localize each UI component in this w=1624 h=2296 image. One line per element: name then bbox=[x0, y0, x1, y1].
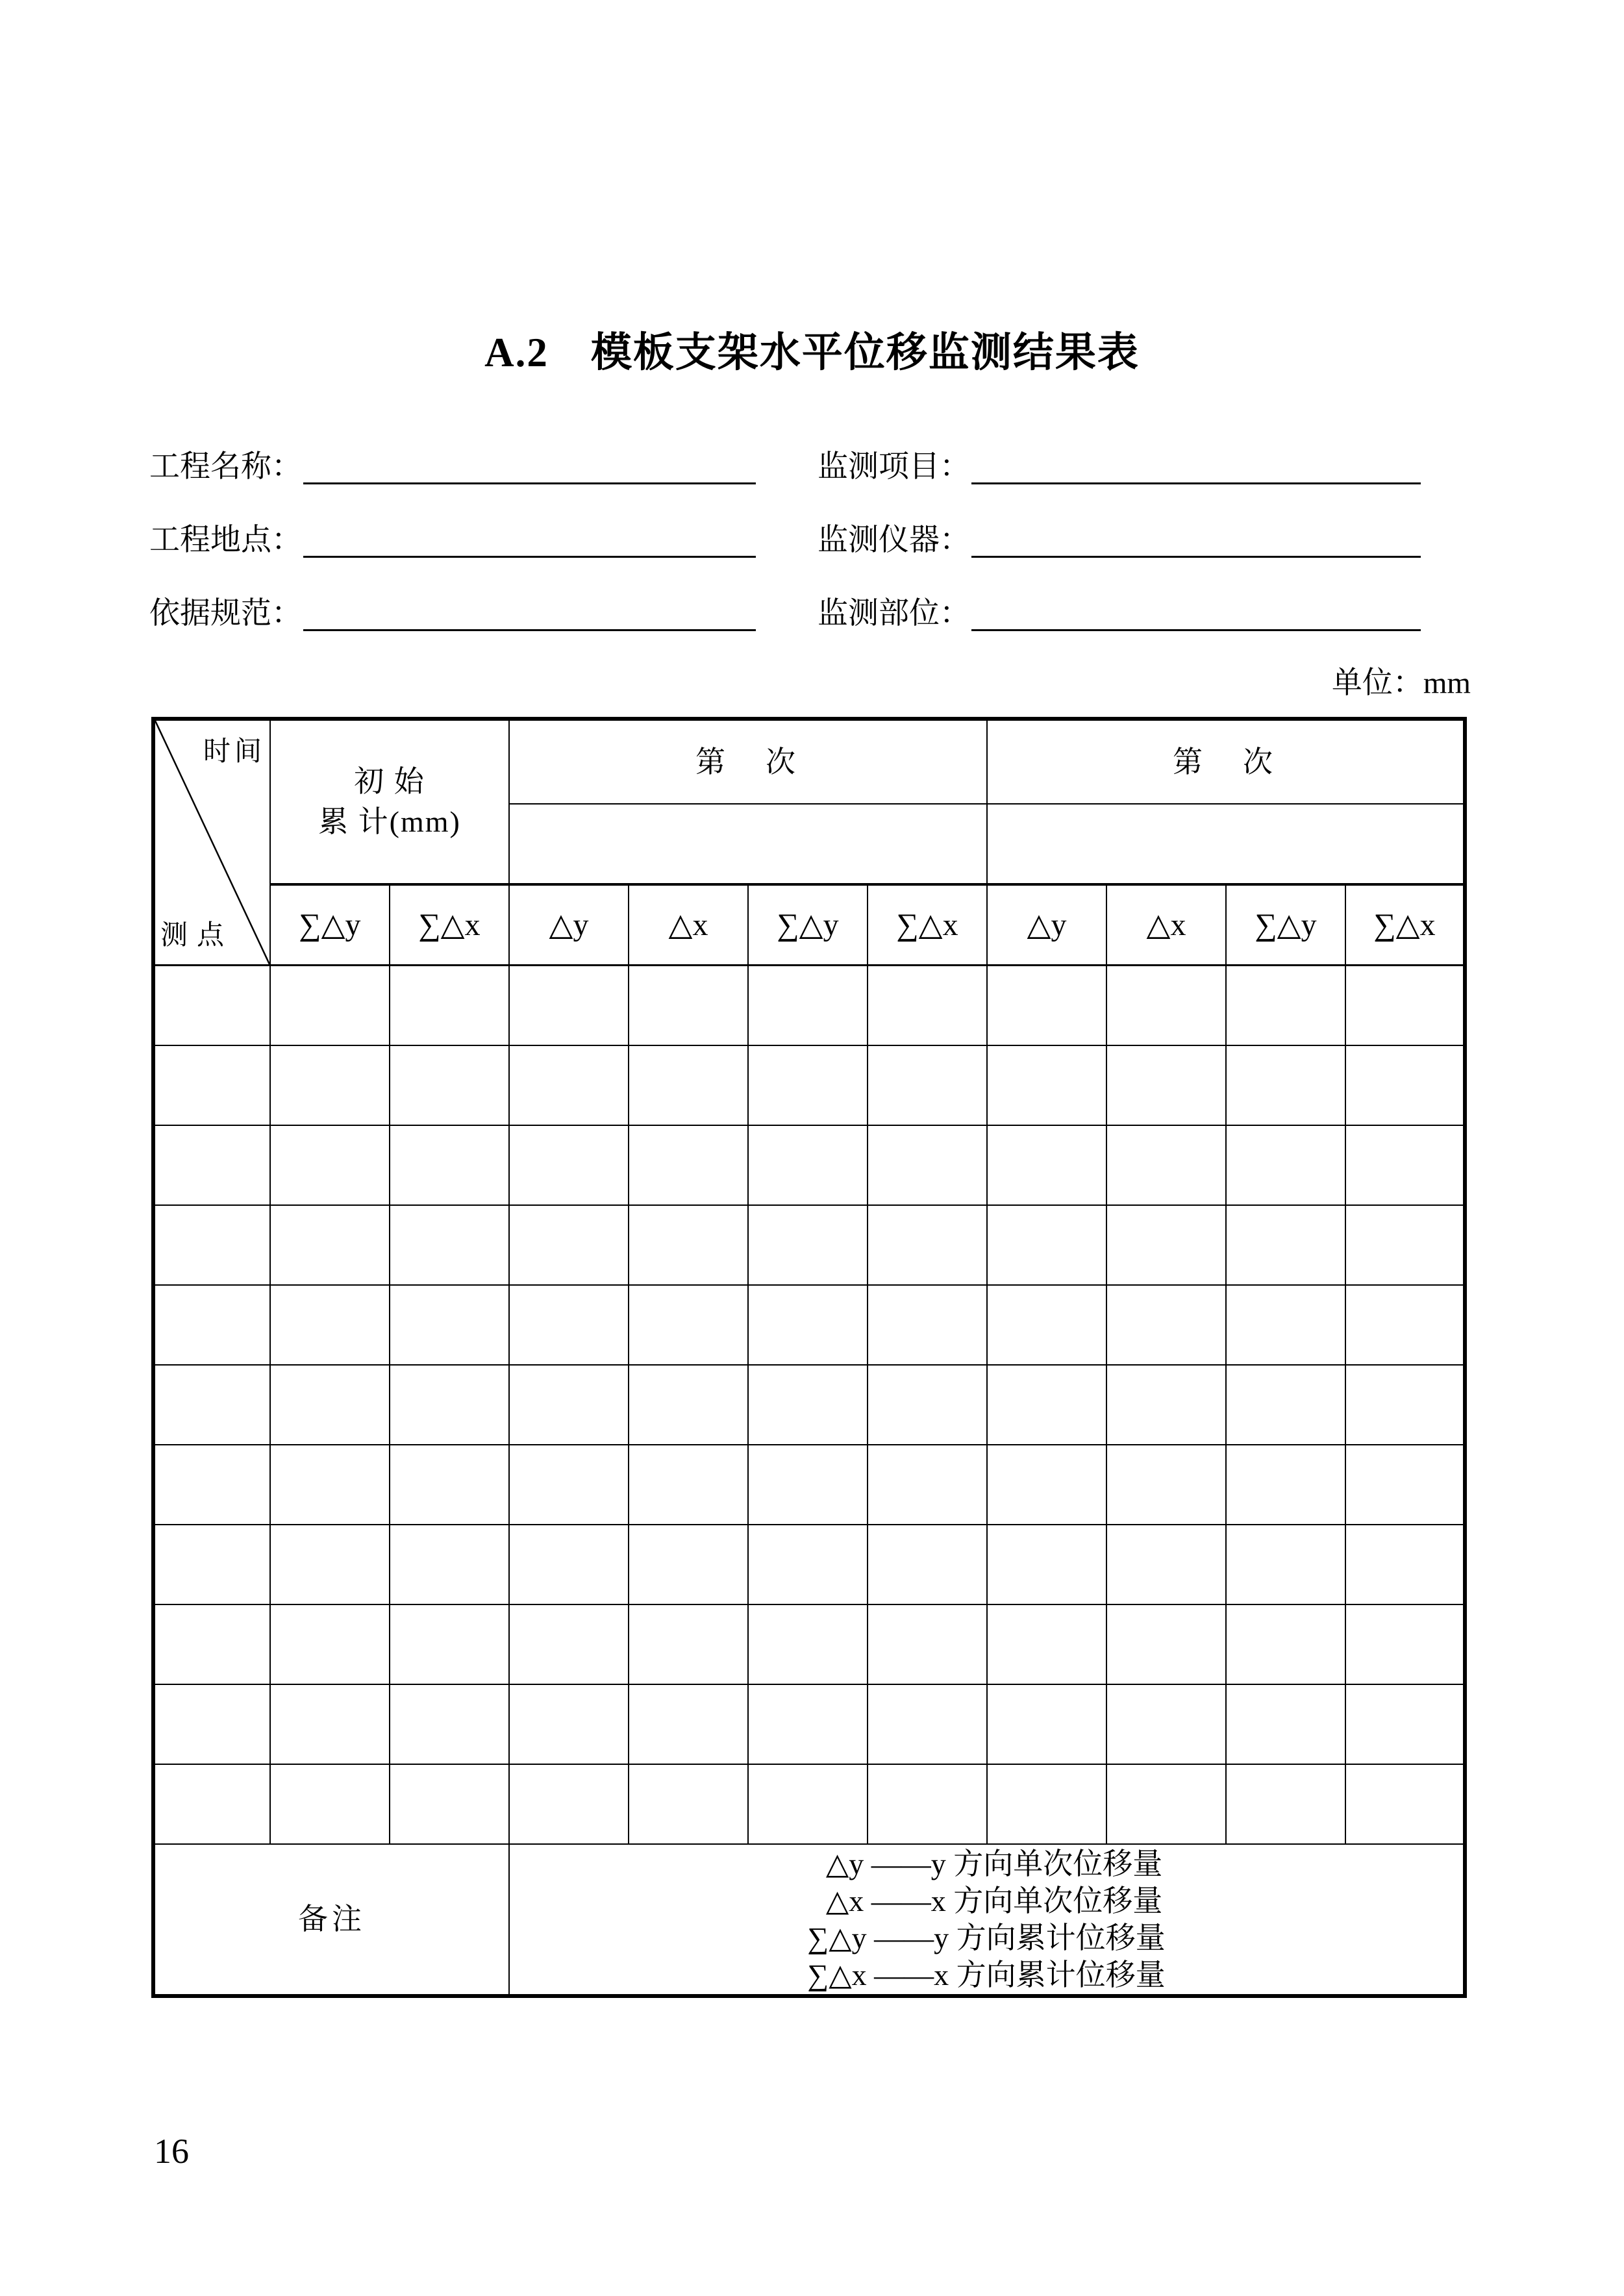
empty-data-cell bbox=[868, 1045, 987, 1125]
empty-data-cell bbox=[987, 1045, 1106, 1125]
empty-data-cell bbox=[270, 1764, 390, 1844]
empty-data-cell bbox=[629, 1125, 748, 1205]
empty-data-cell bbox=[748, 1684, 868, 1764]
table-row bbox=[153, 1445, 1465, 1525]
empty-data-cell bbox=[629, 1445, 748, 1525]
empty-data-cell bbox=[390, 966, 509, 1046]
empty-data-cell bbox=[629, 1045, 748, 1125]
empty-data-cell bbox=[153, 1125, 270, 1205]
table-row bbox=[153, 1125, 1465, 1205]
empty-data-cell bbox=[987, 1205, 1106, 1285]
table-row bbox=[153, 1764, 1465, 1844]
empty-data-cell bbox=[270, 1125, 390, 1205]
empty-data-cell bbox=[868, 1525, 987, 1604]
empty-data-cell bbox=[629, 1684, 748, 1764]
table-row bbox=[153, 1604, 1465, 1684]
form-row-monitoring-item bbox=[818, 447, 1421, 484]
note-line: ∑△y ——y 方向累计位移量 bbox=[807, 1921, 1166, 1954]
empty-data-cell bbox=[748, 1445, 868, 1525]
empty-data-cell bbox=[1226, 966, 1345, 1046]
note-line: ∑△x ——x 方向累计位移量 bbox=[807, 1958, 1166, 1991]
unit-label: 单位：mm bbox=[1331, 666, 1471, 700]
subheader-cell: ∑△x bbox=[868, 884, 987, 966]
session-1-header: 第 次 bbox=[509, 719, 987, 804]
empty-data-cell bbox=[1106, 1285, 1226, 1365]
empty-data-cell bbox=[987, 1445, 1106, 1525]
empty-data-cell bbox=[153, 1525, 270, 1604]
subheader-cell: ∑△y bbox=[748, 884, 868, 966]
corner-label-point: 测点 bbox=[160, 920, 234, 951]
empty-data-cell bbox=[1106, 1604, 1226, 1684]
subheader-cell: △x bbox=[1106, 884, 1226, 966]
empty-data-cell bbox=[509, 1285, 629, 1365]
empty-data-cell bbox=[1345, 1045, 1465, 1125]
empty-data-cell bbox=[390, 1445, 509, 1525]
empty-data-cell bbox=[509, 1604, 629, 1684]
project-name-label: 工程名称： bbox=[149, 450, 302, 484]
empty-data-cell bbox=[1226, 1525, 1345, 1604]
empty-data-cell bbox=[629, 966, 748, 1046]
remark-label: 备注 bbox=[153, 1844, 509, 1996]
empty-data-cell bbox=[153, 1365, 270, 1445]
empty-data-cell bbox=[1226, 1445, 1345, 1525]
empty-data-cell bbox=[270, 1205, 390, 1285]
empty-data-cell bbox=[270, 1045, 390, 1125]
monitoring-item-label: 监测项目： bbox=[818, 450, 970, 484]
empty-data-cell bbox=[1106, 1525, 1226, 1604]
monitoring-instrument-blank bbox=[971, 522, 1421, 558]
remark-notes bbox=[509, 1844, 1465, 1996]
subheader-cell: ∑△y bbox=[270, 884, 390, 966]
empty-data-cell bbox=[1106, 1764, 1226, 1844]
initial-cumulative-header bbox=[270, 719, 509, 884]
table-row bbox=[153, 1684, 1465, 1764]
empty-data-cell bbox=[629, 1365, 748, 1445]
empty-data-cell bbox=[1226, 1285, 1345, 1365]
header-row-1 bbox=[153, 719, 1465, 804]
empty-data-cell bbox=[748, 1525, 868, 1604]
project-name-blank bbox=[303, 449, 756, 484]
empty-data-cell bbox=[868, 1604, 987, 1684]
empty-data-cell bbox=[1106, 1045, 1226, 1125]
empty-data-cell bbox=[509, 1445, 629, 1525]
session-2-date-cell bbox=[987, 804, 1465, 884]
empty-data-cell bbox=[987, 1604, 1106, 1684]
empty-data-cell bbox=[1345, 1365, 1465, 1445]
initial-line: 初 始 bbox=[354, 765, 425, 798]
empty-data-cell bbox=[1226, 1205, 1345, 1285]
table-row bbox=[153, 1525, 1465, 1604]
empty-data-cell bbox=[748, 1764, 868, 1844]
empty-data-cell bbox=[868, 966, 987, 1046]
empty-data-cell bbox=[1226, 1125, 1345, 1205]
table-row bbox=[153, 1365, 1465, 1445]
empty-data-cell bbox=[987, 1365, 1106, 1445]
monitoring-item-blank bbox=[971, 449, 1421, 484]
cumulative-line: 累 计(mm) bbox=[318, 805, 461, 838]
empty-data-cell bbox=[1345, 1445, 1465, 1525]
empty-data-cell bbox=[1345, 1525, 1465, 1604]
monitoring-instrument-label: 监测仪器： bbox=[818, 523, 970, 558]
empty-data-cell bbox=[1226, 1684, 1345, 1764]
empty-data-cell bbox=[270, 1445, 390, 1525]
empty-data-cell bbox=[390, 1045, 509, 1125]
empty-data-cell bbox=[987, 1285, 1106, 1365]
subheader-cell: ∑△y bbox=[1226, 884, 1345, 966]
empty-data-cell bbox=[987, 1525, 1106, 1604]
table-row bbox=[153, 1205, 1465, 1285]
empty-data-cell bbox=[1226, 1365, 1345, 1445]
empty-data-cell bbox=[868, 1764, 987, 1844]
note-line: △y ——y 方向单次位移量 bbox=[825, 1847, 1163, 1880]
empty-data-cell bbox=[1345, 1764, 1465, 1844]
empty-data-cell bbox=[987, 966, 1106, 1046]
empty-data-cell bbox=[987, 1684, 1106, 1764]
table-row bbox=[153, 1045, 1465, 1125]
empty-data-cell bbox=[153, 1285, 270, 1365]
empty-data-cell bbox=[153, 1045, 270, 1125]
header-row-3 bbox=[153, 884, 1465, 966]
empty-data-cell bbox=[1345, 1125, 1465, 1205]
empty-data-cell bbox=[270, 1525, 390, 1604]
empty-data-cell bbox=[629, 1604, 748, 1684]
empty-data-cell bbox=[270, 1604, 390, 1684]
empty-data-cell bbox=[153, 1684, 270, 1764]
empty-data-cell bbox=[390, 1205, 509, 1285]
subheader-cell: △x bbox=[629, 884, 748, 966]
table-row bbox=[153, 1285, 1465, 1365]
empty-data-cell bbox=[390, 1285, 509, 1365]
corner-label-time: 时间 bbox=[203, 737, 266, 767]
empty-data-cell bbox=[153, 966, 270, 1046]
empty-data-cell bbox=[1345, 1285, 1465, 1365]
empty-data-cell bbox=[987, 1764, 1106, 1844]
empty-data-cell bbox=[1226, 1604, 1345, 1684]
subheader-cell: △y bbox=[987, 884, 1106, 966]
empty-data-cell bbox=[868, 1684, 987, 1764]
empty-data-cell bbox=[629, 1285, 748, 1365]
reference-standard-label: 依据规范： bbox=[149, 597, 302, 631]
empty-data-cell bbox=[390, 1604, 509, 1684]
empty-data-cell bbox=[509, 1205, 629, 1285]
form-row-monitoring-position bbox=[818, 593, 1421, 631]
empty-data-cell bbox=[748, 1205, 868, 1285]
empty-data-cell bbox=[1106, 1205, 1226, 1285]
empty-data-cell bbox=[509, 966, 629, 1046]
empty-data-cell bbox=[629, 1525, 748, 1604]
empty-data-cell bbox=[390, 1764, 509, 1844]
form-row-monitoring-instrument bbox=[818, 520, 1421, 558]
empty-data-cell bbox=[748, 966, 868, 1046]
empty-data-cell bbox=[270, 966, 390, 1046]
form-row-project-name bbox=[149, 447, 756, 484]
empty-data-cell bbox=[390, 1125, 509, 1205]
page-title: A.2 模板支架水平位移监测结果表 bbox=[484, 330, 1140, 375]
empty-data-cell bbox=[868, 1285, 987, 1365]
empty-data-cell bbox=[987, 1125, 1106, 1205]
empty-data-cell bbox=[1226, 1045, 1345, 1125]
form-row-reference-standard bbox=[149, 593, 756, 631]
note-line: △x ——x 方向单次位移量 bbox=[825, 1884, 1163, 1917]
monitoring-result-table bbox=[151, 717, 1467, 1998]
empty-data-cell bbox=[509, 1125, 629, 1205]
empty-data-cell bbox=[153, 1205, 270, 1285]
reference-standard-blank bbox=[303, 595, 756, 631]
empty-data-cell bbox=[1345, 966, 1465, 1046]
empty-data-cell bbox=[153, 1764, 270, 1844]
project-location-blank bbox=[303, 522, 756, 558]
empty-data-cell bbox=[868, 1445, 987, 1525]
empty-data-cell bbox=[509, 1365, 629, 1445]
empty-data-cell bbox=[1106, 966, 1226, 1046]
project-location-label: 工程地点： bbox=[149, 523, 302, 558]
empty-data-cell bbox=[270, 1285, 390, 1365]
monitoring-position-label: 监测部位： bbox=[818, 597, 970, 631]
empty-data-cell bbox=[748, 1045, 868, 1125]
table-row bbox=[153, 966, 1465, 1046]
empty-data-cell bbox=[390, 1684, 509, 1764]
empty-data-cell bbox=[509, 1684, 629, 1764]
empty-data-cell bbox=[390, 1365, 509, 1445]
subheader-cell: ∑△x bbox=[390, 884, 509, 966]
corner-cell bbox=[153, 719, 270, 966]
subheader-cell: △y bbox=[509, 884, 629, 966]
empty-data-cell bbox=[748, 1604, 868, 1684]
page-number: 16 bbox=[154, 2132, 189, 2171]
empty-data-cell bbox=[868, 1205, 987, 1285]
empty-data-cell bbox=[509, 1045, 629, 1125]
table-body bbox=[153, 966, 1465, 1845]
empty-data-cell bbox=[629, 1205, 748, 1285]
remark-row bbox=[153, 1844, 1465, 1996]
empty-data-cell bbox=[509, 1525, 629, 1604]
empty-data-cell bbox=[390, 1525, 509, 1604]
empty-data-cell bbox=[1345, 1205, 1465, 1285]
empty-data-cell bbox=[1226, 1764, 1345, 1844]
form-row-project-location bbox=[149, 520, 756, 558]
empty-data-cell bbox=[1106, 1365, 1226, 1445]
empty-data-cell bbox=[868, 1125, 987, 1205]
monitoring-position-blank bbox=[971, 595, 1421, 631]
session-2-header: 第 次 bbox=[987, 719, 1465, 804]
empty-data-cell bbox=[1106, 1445, 1226, 1525]
empty-data-cell bbox=[748, 1125, 868, 1205]
empty-data-cell bbox=[153, 1604, 270, 1684]
empty-data-cell bbox=[270, 1684, 390, 1764]
empty-data-cell bbox=[270, 1365, 390, 1445]
subheader-cell: ∑△x bbox=[1345, 884, 1465, 966]
empty-data-cell bbox=[1345, 1604, 1465, 1684]
empty-data-cell bbox=[1345, 1684, 1465, 1764]
empty-data-cell bbox=[868, 1365, 987, 1445]
empty-data-cell bbox=[153, 1445, 270, 1525]
empty-data-cell bbox=[629, 1764, 748, 1844]
empty-data-cell bbox=[509, 1764, 629, 1844]
empty-data-cell bbox=[1106, 1684, 1226, 1764]
empty-data-cell bbox=[748, 1365, 868, 1445]
session-1-date-cell bbox=[509, 804, 987, 884]
empty-data-cell bbox=[748, 1285, 868, 1365]
empty-data-cell bbox=[1106, 1125, 1226, 1205]
